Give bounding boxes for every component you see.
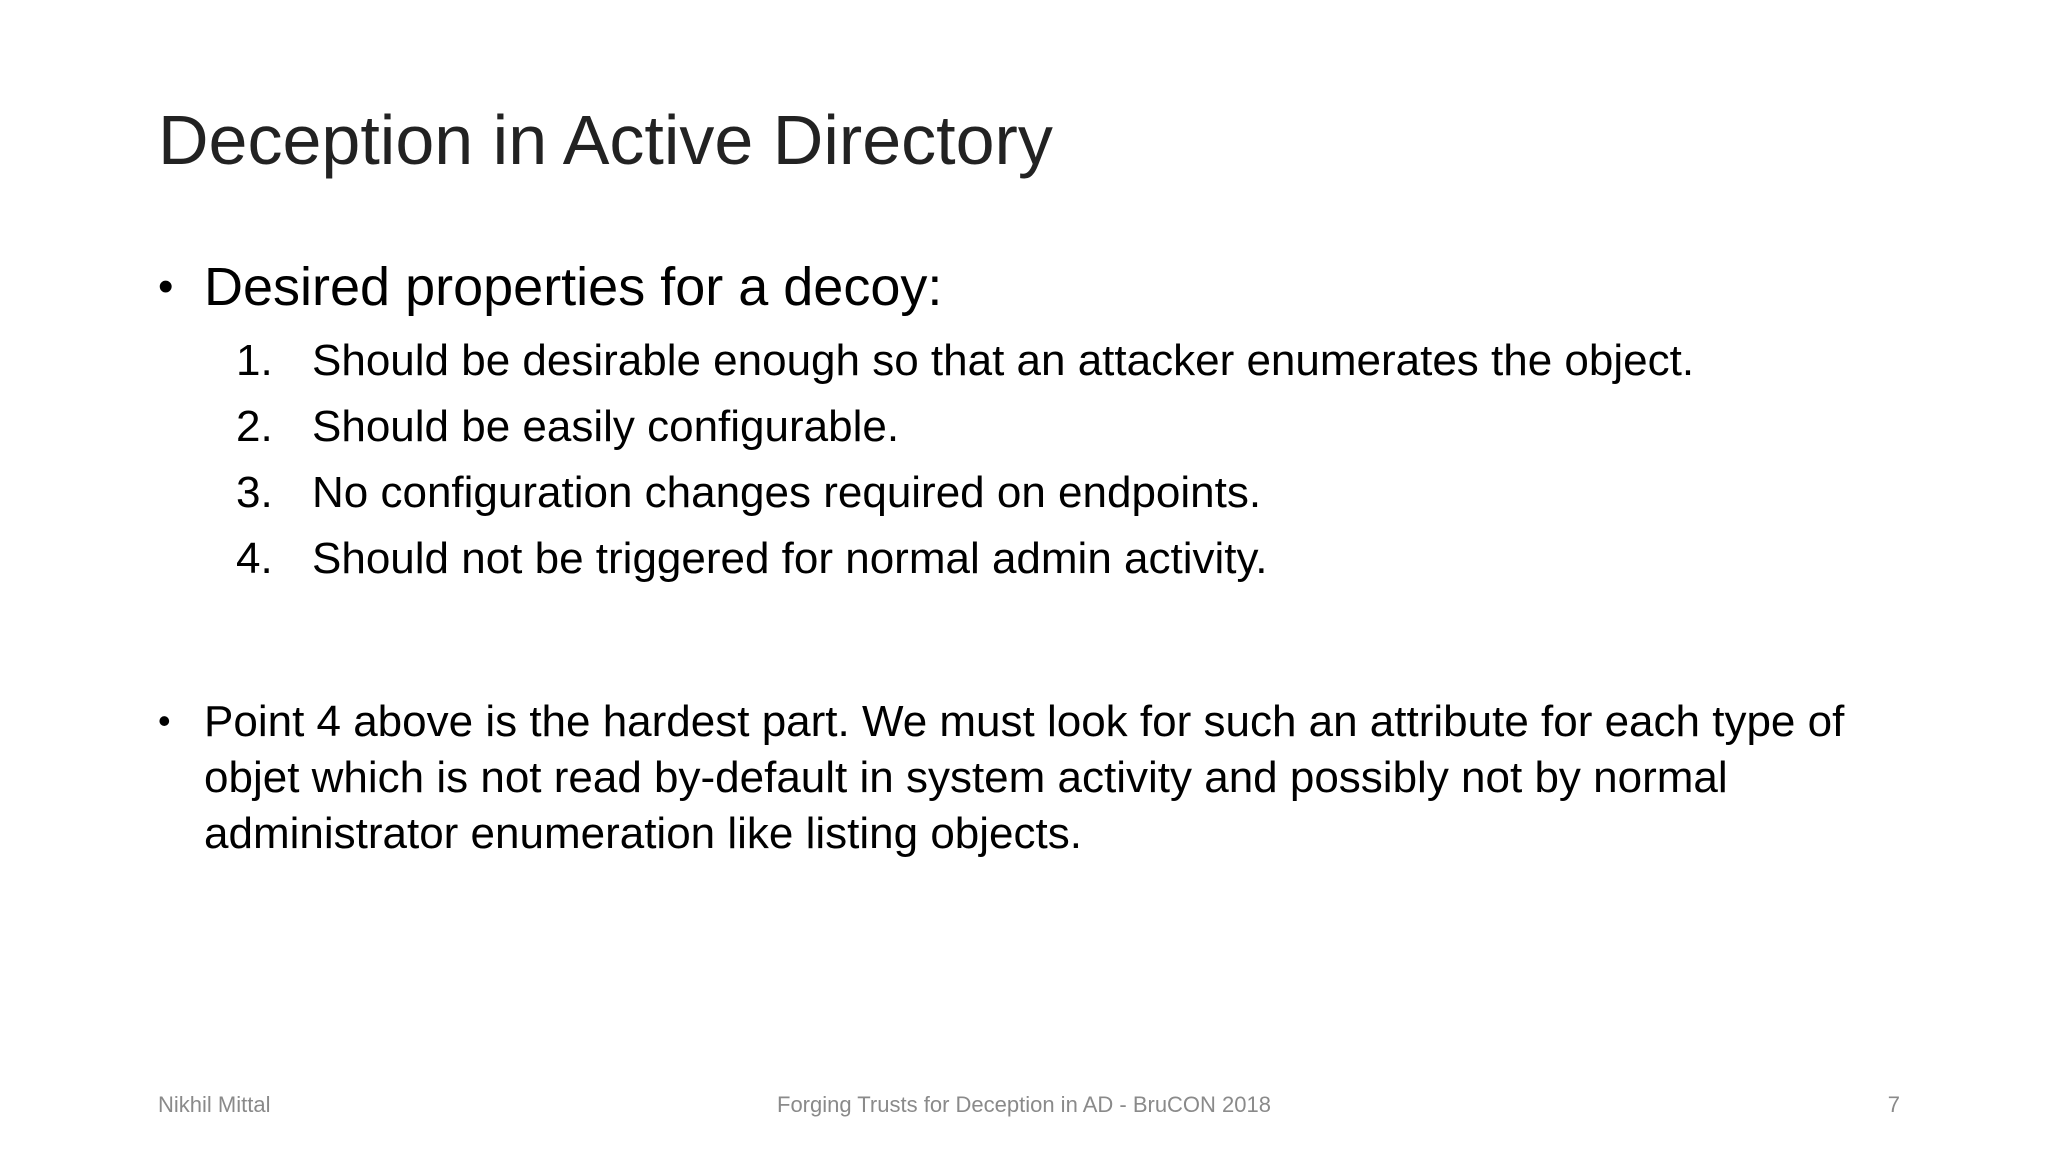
- list-item-text: Should be desirable enough so that an attacker enumerates the object.: [312, 336, 1695, 385]
- list-item-number: 3.: [236, 468, 273, 517]
- footer-page-number: 7: [1887, 1092, 1900, 1117]
- bullet-marker: •: [158, 700, 171, 741]
- list-item-text: Should not be triggered for normal admin activity.: [312, 534, 1268, 583]
- footer-talk-title: Forging Trusts for Deception in AD - BruCON 2018: [777, 1092, 1271, 1117]
- bullet-desired-properties: [158, 256, 1938, 592]
- list-item-number: 4.: [236, 534, 273, 583]
- list-item-text: Should be easily configurable.: [312, 402, 900, 451]
- bullet-text: Point 4 above is the hardest part. We must look for such an attribute for each type of objet which is not read by-default in system activity and possibly not by normal administrator enumeration like listing objects.: [204, 697, 1845, 858]
- list-item-number: 1.: [236, 336, 273, 385]
- bullet-text: Desired properties for a decoy:: [204, 257, 943, 317]
- slide-title: Deception in Active Directory: [158, 101, 1053, 179]
- list-item-number: 2.: [236, 402, 273, 451]
- numbered-list: [158, 328, 1938, 592]
- list-item: [236, 328, 1938, 394]
- bullet-row: [158, 256, 1938, 318]
- list-item-text: No configuration changes required on endpoints.: [312, 468, 1262, 517]
- list-item: [236, 460, 1938, 526]
- bullet-row: [158, 694, 1938, 862]
- list-item: [236, 526, 1938, 592]
- footer-author: Nikhil Mittal: [158, 1092, 271, 1117]
- bullet-point-four-note: [158, 694, 1938, 862]
- bullet-marker: •: [158, 262, 174, 311]
- list-item: [236, 394, 1938, 460]
